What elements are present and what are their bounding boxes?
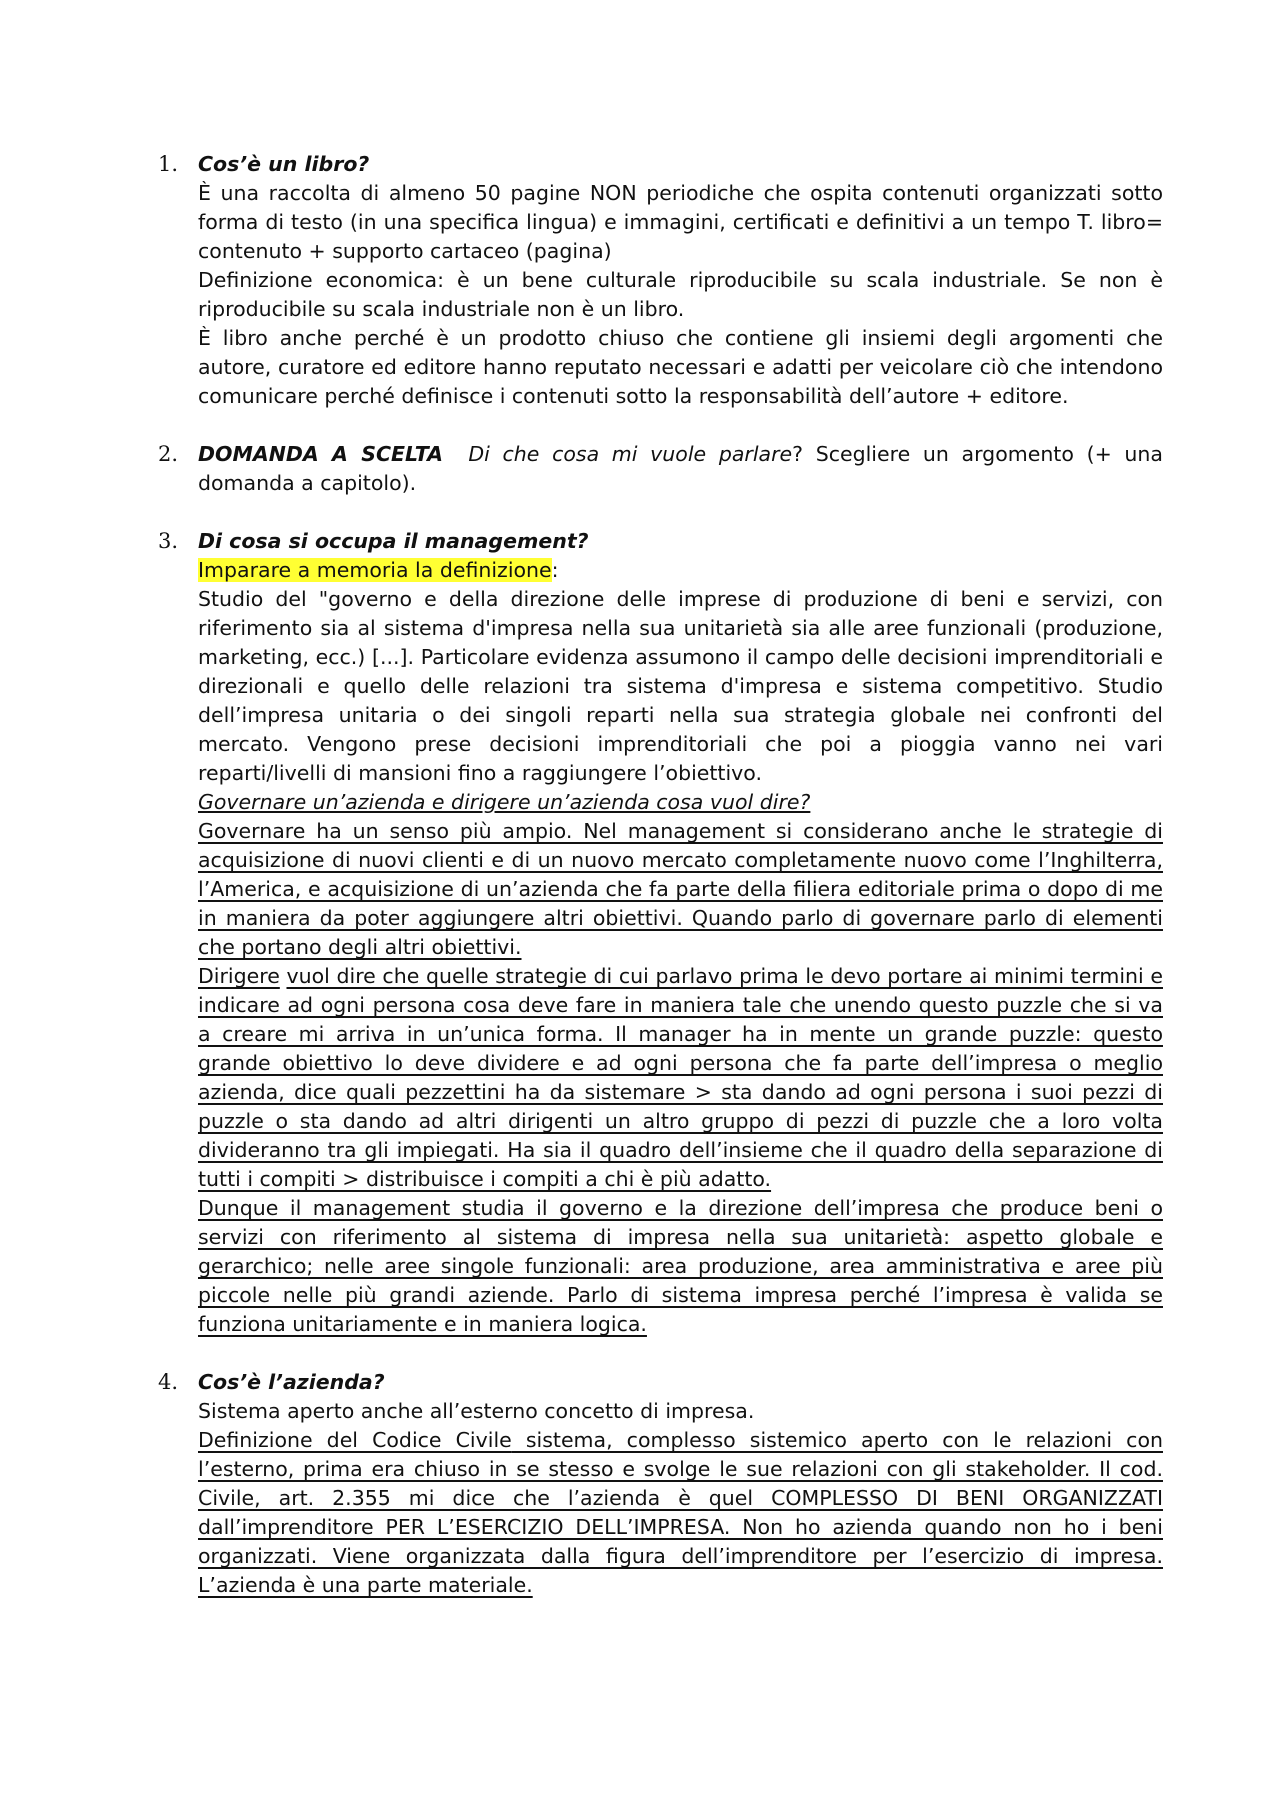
answer-paragraph: È libro anche perché è un prodotto chiuso che contiene gli insiemi degli argomenti che autore, curatore ed editore hanno reputato necessari e adatti per veicolare ciò che intendono comunicare perché definisce i contenuti sotto la responsabilità dell’autore + editore.: [198, 326, 1163, 408]
answer-paragraph: È una raccolta di almeno 50 pagine NON periodiche che ospita contenuti organizzati sotto forma di testo (in una specifica lingua) e immagini, certificati e definitivi a un tempo T. libro= contenuto + supporto cartaceo (pagina): [198, 181, 1163, 263]
italic-question: Di che cosa mi vuole parlare: [468, 442, 793, 466]
question-3: [158, 527, 1163, 1339]
sub-question: Governare un’azienda e dirigere un’azienda cosa vuol dire?: [198, 790, 811, 814]
question-number: 4.: [158, 1370, 179, 1394]
answer-paragraph: Sistema aperto anche all’esterno concetto di impresa.: [198, 1399, 755, 1423]
highlight-note: Imparare a memoria la definizione:: [198, 558, 559, 582]
highlighted-text: Imparare a memoria la definizione: [198, 558, 552, 582]
question-2: [158, 440, 1163, 498]
question-number: 1.: [158, 152, 179, 176]
question-1: [158, 150, 1163, 411]
question-4: [158, 1368, 1163, 1600]
underlined-paragraph: Definizione del Codice Civile sistema, complesso sistemico aperto con le relazioni con l’esterno, prima era chiuso in se stesso e svolge le sue relazioni con gli stakeholder. Il cod. Civile, art. 2.355 mi dice che l’azienda è quel COMPLESSO DI BENI ORGANIZZATI dall’imprenditore PER L’ESERCIZIO DELL’IMPRESA. Non ho azienda quando non ho i beni organizzati. Viene organizzata dalla figura dell’imprenditore per l’esercizio di impresa. L’azienda è una parte materiale.: [198, 1428, 1163, 1597]
underlined-paragraph: Dunque il management studia il governo e la direzione dell’impresa che produce beni o servizi con riferimento al sistema di impresa nella sua unitarietà: aspetto globale e gerarchico; nelle aree singole funzionali: area produzione, area amministrativa e aree più piccole nelle più grandi aziende. Parlo di sistema impresa perché l’impresa è valida se funziona unitariamente e in maniera logica.: [198, 1196, 1163, 1336]
question-title: Di cosa si occupa il management?: [198, 529, 589, 553]
question-list: [158, 150, 1163, 1600]
question-title: DOMANDA A SCELTA Di che cosa mi vuole parlare? Scegliere un argomento (+ una domanda a capitolo).: [198, 442, 1163, 495]
question-title: Cos’è un libro?: [198, 152, 370, 176]
answer-paragraph: Definizione economica: è un bene culturale riproducibile su scala industriale. Se non è riproducibile su scala industriale non è un libro.: [198, 268, 1163, 321]
definition-paragraph: Studio del "governo e della direzione delle imprese di produzione di beni e servizi, con riferimento sia al sistema d'impresa nella sua unitarietà sia alle aree funzionali (produzione, marketing, ecc.) [...]. Particolare evidenza assumono il campo delle decisioni imprenditoriali e direzionali e quello delle relazioni tra sistema d'impresa e sistema competitivo. Studio dell’impresa unitaria o dei singoli reparti nella sua strategia globale nei confronti del mercato. Vengono prese decisioni imprenditoriali che poi a pioggia vanno nei vari reparti/livelli di mansioni fino a raggiungere l’obiettivo.: [198, 587, 1163, 785]
question-number: 2.: [158, 442, 179, 466]
question-title: Cos’è l’azienda?: [198, 1370, 385, 1394]
underlined-paragraph: Governare ha un senso più ampio. Nel management si considerano anche le strategie di acquisizione di nuovi clienti e di un nuovo mercato completamente nuovo come l’Inghilterra, l’America, e acquisizione di un’azienda che fa parte della filiera editoriale prima o dopo di me in maniera da poter aggiungere altri obiettivi. Quando parlo di governare parlo di elementi che portano degli altri obiettivi.: [198, 819, 1163, 959]
question-number: 3.: [158, 529, 179, 553]
underlined-paragraph: Dirigere vuol dire che quelle strategie di cui parlavo prima le devo portare ai minimi termini e indicare ad ogni persona cosa deve fare in maniera tale che unendo questo puzzle che si va a creare mi arriva in un’unica forma. Il manager ha in mente un grande puzzle: questo grande obiettivo lo deve dividere e ad ogni persona che fa parte dell’impresa o meglio azienda, dice quali pezzettini ha da sistemare > sta dando ad ogni persona i suoi pezzi di puzzle o sta dando ad altri dirigenti un altro gruppo di pezzi di puzzle che a loro volta divideranno tra gli impiegati. Ha sia il quadro dell’insieme che il quadro della separazione di tutti i compiti > distribuisce i compiti a chi è più adatto.: [198, 964, 1163, 1191]
